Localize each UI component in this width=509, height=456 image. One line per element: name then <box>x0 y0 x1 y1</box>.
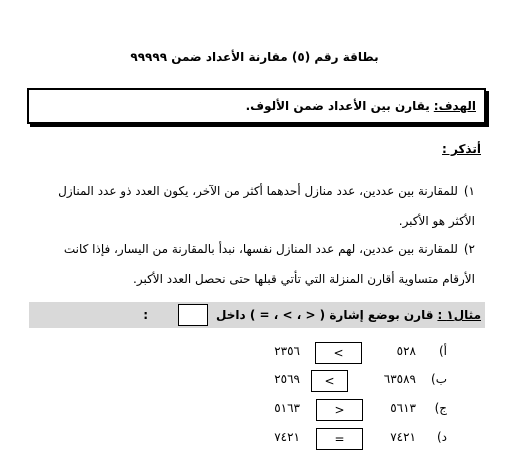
page-title: بطاقة رقم (٥) مقارنة الأعداد ضمن ٩٩٩٩٩ <box>130 50 379 64</box>
first-number: ٦٣٥٨٩ <box>383 372 416 386</box>
row-letter: ب) <box>431 372 447 386</box>
rule-number: ٢) <box>463 242 475 256</box>
comparison-symbol-box[interactable]: > <box>315 342 362 364</box>
example-instruction: قارن بوضع إشارة ( < ، > ، = ) داخل <box>216 308 434 322</box>
example-header <box>29 302 485 328</box>
goal-text: يقارن بين الأعداد ضمن الألوف. <box>245 99 430 113</box>
comparison-row <box>0 399 509 421</box>
goal-box <box>27 88 486 124</box>
first-number: ٥٢٨ <box>396 344 416 358</box>
goal-label: الهدف: <box>433 99 476 113</box>
comparison-row <box>0 428 509 450</box>
second-number: ٢٥٦٩ <box>274 372 300 386</box>
comparison-row <box>0 342 509 364</box>
rule-text: للمقارنة بين عددين، عدد منازل أحدهما أكثر من الآخر، يكون العدد ذو عدد المنازل الأكثر هو الأكبر. <box>58 184 475 228</box>
comparison-symbol-box[interactable]: < <box>316 399 363 421</box>
rule-number: ١) <box>463 184 475 198</box>
second-number: ٢٣٥٦ <box>274 344 300 358</box>
rule-item <box>35 176 475 236</box>
comparison-symbol-box[interactable]: > <box>311 370 348 392</box>
rule-text: للمقارنة بين عددين، لهم عدد المنازل نفسها، نبدأ بالمقارنة من اليسار، فإذا كانت الأرقام متساوية أقارن المنزلة التي تأتي قبلها حتى نحصل العدد الأكبر. <box>63 242 475 286</box>
comparison-row <box>0 370 509 392</box>
rule-item <box>35 234 475 294</box>
row-letter: د) <box>436 430 447 444</box>
example-colon: : <box>143 308 149 322</box>
row-letter: ج) <box>434 401 447 415</box>
empty-answer-box <box>178 304 208 326</box>
first-number: ٥٦١٣ <box>390 401 416 415</box>
example-label: مثال١ : <box>437 308 481 322</box>
row-letter: أ) <box>438 344 447 358</box>
second-number: ٧٤٢١ <box>274 430 300 444</box>
second-number: ٥١٦٣ <box>274 401 300 415</box>
comparison-symbol-box[interactable]: = <box>316 428 363 450</box>
first-number: ٧٤٢١ <box>390 430 416 444</box>
remember-heading: أتذكر : <box>442 142 481 156</box>
